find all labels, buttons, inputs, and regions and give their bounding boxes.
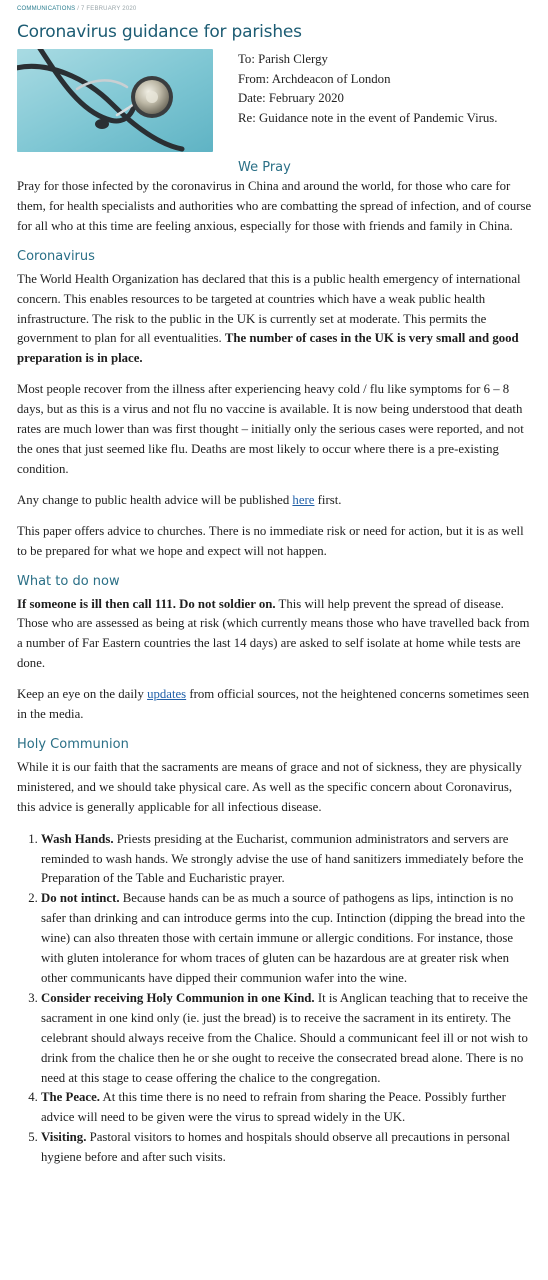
header-block (17, 49, 532, 177)
holy-communion-heading: Holy Communion (17, 736, 129, 752)
item-title: Wash Hands. (41, 831, 114, 846)
coronavirus-heading: Coronavirus (17, 248, 95, 264)
coronavirus-p1-bold: The number of cases in the UK is very small and good preparation is in place. (17, 331, 519, 366)
item-title: Do not intinct. (41, 891, 120, 906)
communion-intro: While it is our faith that the sacraments are means of grace and not of sickness, they are physically ministered, and we should take physical care. As well as the specific concern about Coronavirus, this advice is generally applicable for all infectious disease. (17, 759, 522, 814)
list-item (41, 830, 532, 890)
list-item (41, 1088, 532, 1128)
memo-to: To: Parish Clergy (238, 52, 328, 66)
todo-p2-after: from official sources, not the heightened concerns sometimes seen in the media. (17, 687, 530, 722)
p3-before: Any change to public health advice will be published (17, 492, 293, 507)
we-pray-heading: We Pray (238, 160, 291, 175)
breadcrumb-category-link[interactable]: COMMUNICATIONS (17, 6, 76, 12)
coronavirus-paragraph-2: Most people recover from the illness after experiencing heavy cold / flu like symptoms for 6 – 8 days, but as this is a virus and not flu no vaccine is available. It is now being understood that death rates are much lower than was first thought – initially only the serious cases were reported, and not the ones that just seemed like flu. Deaths are most likely to occur where there is a pre-existing condition. (17, 382, 524, 476)
list-item (41, 1128, 532, 1168)
list-item (41, 889, 532, 989)
communion-list (17, 830, 532, 1168)
item-text: Priests presiding at the Eucharist, communion administrators and servers are reminded to wash hands. We strongly advise the use of hand sanitizers immediately before the Preparation of the Table and Eucharistic prayer. (41, 831, 524, 886)
list-item (41, 989, 532, 1089)
coronavirus-paragraph-3 (17, 491, 532, 511)
here-link[interactable]: here (292, 492, 315, 507)
page-title: Coronavirus guidance for parishes (17, 22, 302, 42)
memo-re: Re: Guidance note in the event of Pandemic Virus. (238, 110, 498, 125)
breadcrumb-date: 7 FEBRUARY 2020 (80, 6, 137, 12)
coronavirus-p1-text: The World Health Organization has declared that this is a public health emergency of international concern. This enables resources to be targeted at countries which have a weak public health infrastructure. The risk to the public in the UK is currently set at moderate. This permits the government to plan for all eventualities. (17, 271, 521, 346)
todo-paragraph-1 (17, 595, 532, 675)
item-text: At this time there is no need to refrain from sharing the Peace. Possibly further advice will need to be given were the virus to spread widely in the UK. (41, 1090, 506, 1125)
coronavirus-paragraph-4: This paper offers advice to churches. There is no immediate risk or need for action, but it is as well to be prepared for what we hope and expect will not happen. (17, 523, 524, 558)
item-text: Because hands can be as much a source of pathogens as lips, intinction is no safer than drinking and can introduce germs into the cup. Intinction (dipping the bread into the wine) can also threaten those with certain immune or allergic conditions. For instance, those with gluten intolerance for whom traces of gluten can be hazardous are at greater risk when other communicants have dipped their communion wafer into the wine. (41, 891, 526, 985)
stethoscope-image (17, 49, 213, 152)
todo-paragraph-2 (17, 685, 532, 725)
item-title: Consider receiving Holy Communion in one Kind. (41, 990, 315, 1005)
todo-p1-bold: If someone is ill then call 111. Do not soldier on. (17, 596, 276, 611)
item-title: The Peace. (41, 1090, 100, 1105)
updates-link[interactable]: updates (147, 687, 187, 702)
memo-date: Date: February 2020 (238, 91, 344, 106)
item-text: It is Anglican teaching that to receive the sacrament in one kind only (ie. just the bread) is to receive the sacrament in its entirety. The celebrant should always receive from the Chalice. Should a communicant feel ill or not wish to drink from the chalice then he or she ought to receive the consecrated bread alone. There is no need at this stage to cease offering the chalice to the congregation. (41, 990, 528, 1085)
breadcrumb (17, 6, 532, 16)
coronavirus-paragraph-1 (17, 270, 532, 370)
item-title: Visiting. (41, 1130, 87, 1145)
p3-after: first. (314, 492, 342, 507)
memo-details (238, 50, 518, 128)
what-to-do-heading: What to do now (17, 573, 120, 589)
memo-from: From: Archdeacon of London (238, 71, 391, 86)
todo-p2-before: Keep an eye on the daily (17, 687, 148, 702)
breadcrumb-separator: / (75, 6, 81, 12)
todo-p1-text: This will help prevent the spread of disease. Those who are assessed as being at risk (which currently means those who have travelled back from a number of Far Eastern countries the last 14 days) are asked to self isolate at home while tests are done. (17, 596, 530, 671)
item-text: Pastoral visitors to homes and hospitals should observe all precautions in personal hygiene before and after such visits. (41, 1130, 511, 1165)
we-pray-paragraph: Pray for those infected by the coronavirus in China and around the world, for those who care for them, for health specialists and authorities who are combatting the spread of infection, and of course for all who at this time are feeling anxious, especially for those with friends and family in China. (17, 179, 532, 233)
article (17, 6, 532, 1168)
